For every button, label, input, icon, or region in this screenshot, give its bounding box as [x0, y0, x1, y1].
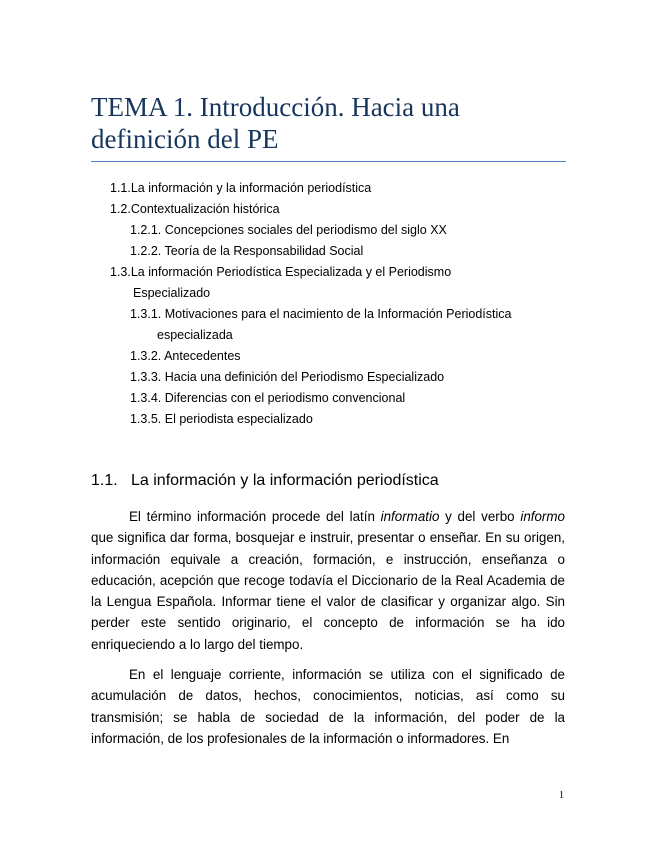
- paragraph-text: que significa dar forma, bosquejar e instruir, presentar o enseñar. En su origen, información equivale a creación, formación, e instrucción, enseñanza o educación, acepción que recoge todavía el Diccionario de la Real Academia de la Lengua Española. Informar tiene el valor de clasificar y organizar algo. Sin perder este sentido originario, el concepto de información se ha ido enriqueciendo a lo largo del tiempo.: [91, 530, 565, 652]
- toc-entry-number: 1.3.: [110, 265, 131, 279]
- toc-entry-number: 1.2.2.: [130, 244, 162, 258]
- italic-term: informo: [520, 509, 565, 524]
- toc-entry-text: Teoría de la Responsabilidad Social: [164, 244, 364, 258]
- body-paragraph-1: [91, 506, 565, 655]
- toc-entry-1-3: [110, 262, 451, 283]
- section-title: La información y la información periodística: [131, 472, 439, 489]
- toc-entry-1-3-5: [130, 409, 313, 430]
- toc-entry-number: 1.2.: [110, 202, 131, 216]
- title-underline: [91, 161, 566, 162]
- body-paragraph-2: En el lenguaje corriente, información se utiliza con el significado de acumulación de datos, hechos, conocimientos, noticias, así como su transmisión; se habla de sociedad de la información, del poder de la información, de los profesionales de la información o informadores. En: [91, 667, 565, 746]
- toc-entry-text: La información y la información periodística: [130, 181, 372, 195]
- toc-entry-1-3-1-continued: [157, 325, 233, 346]
- toc-entry-1-3-continued: [133, 283, 210, 304]
- toc-entry-number: 1.3.1.: [130, 307, 162, 321]
- toc-entry-number: 1.2.1.: [130, 223, 162, 237]
- toc-entry-1-2: [110, 199, 280, 220]
- toc-entry-1-3-4: [130, 388, 405, 409]
- toc-entry-1-2-1: [130, 220, 447, 241]
- toc-entry-text: La información Periodística Especializada y el Periodismo: [130, 265, 452, 279]
- toc-entry-1-1: [110, 178, 371, 199]
- section-number: 1.1.: [91, 472, 118, 489]
- toc-entry-text: Motivaciones para el nacimiento de la Información Periodística: [164, 307, 512, 321]
- toc-entry-1-3-2: [130, 346, 241, 367]
- toc-entry-text: Diferencias con el periodismo convencional: [164, 391, 406, 405]
- toc-entry-text: Concepciones sociales del periodismo del siglo XX: [164, 223, 447, 237]
- toc-entry-text: Especializado: [133, 286, 211, 300]
- paragraph-text: y del verbo: [439, 509, 521, 524]
- italic-term: informatio: [380, 509, 440, 524]
- page-number: 1: [559, 790, 564, 801]
- toc-entry-1-3-3: [130, 367, 444, 388]
- page-title: TEMA 1. Introducción. Hacia una definición del PE: [91, 92, 460, 154]
- paragraph-text: El término información procede del latín: [129, 509, 381, 524]
- toc-entry-number: 1.3.3.: [130, 370, 162, 384]
- toc-entry-number: 1.3.4.: [130, 391, 162, 405]
- toc-entry-number: 1.1.: [110, 181, 131, 195]
- toc-entry-number: 1.3.2.: [130, 349, 162, 363]
- toc-entry-text: Antecedentes: [164, 349, 241, 363]
- section-heading: [91, 470, 439, 492]
- toc-entry-1-2-2: [130, 241, 363, 262]
- toc-entry-text: Contextualización histórica: [130, 202, 280, 216]
- toc-entry-text: especializada: [157, 328, 233, 342]
- toc-entry-text: El periodista especializado: [164, 412, 313, 426]
- toc-entry-text: Hacia una definición del Periodismo Especializado: [164, 370, 445, 384]
- toc-entry-number: 1.3.5.: [130, 412, 162, 426]
- toc-entry-1-3-1: [130, 304, 511, 325]
